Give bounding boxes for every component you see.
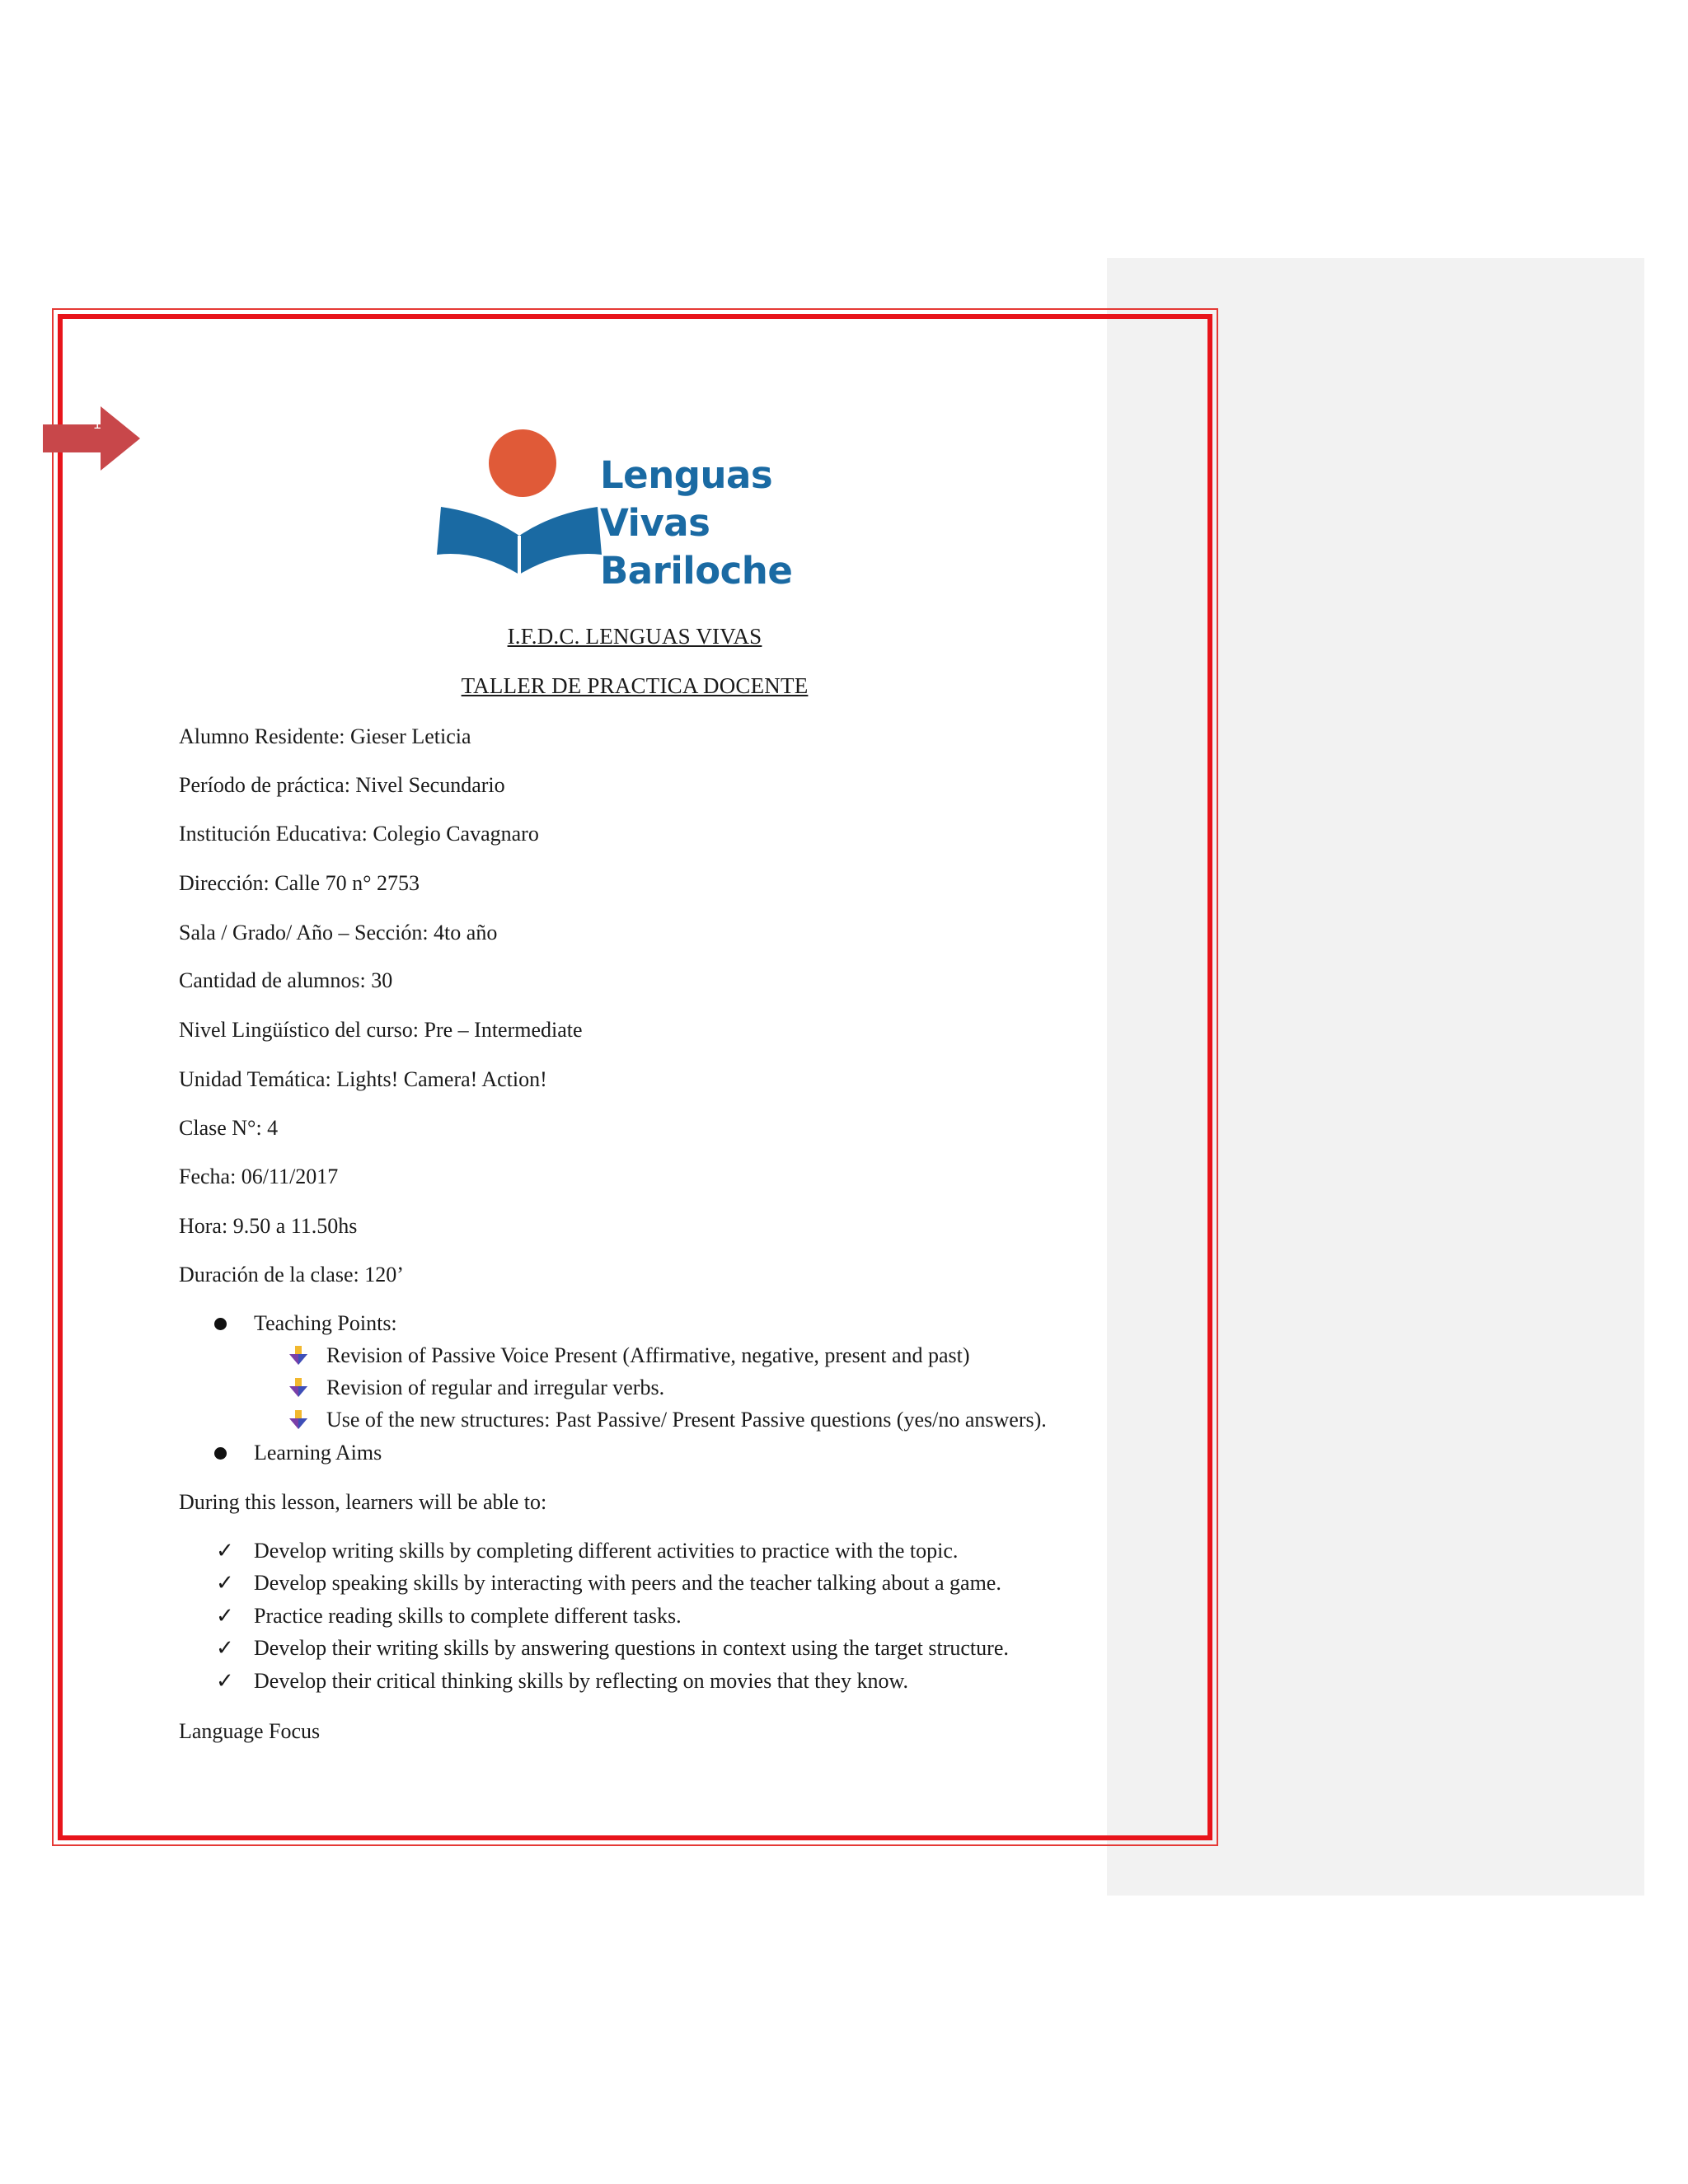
field-level: Nivel Lingüístico del curso: Pre – Intermediate [179,1018,583,1042]
field-institution: Institución Educativa: Colegio Cavagnaro [179,822,539,846]
field-student-count: Cantidad de alumnos: 30 [179,968,393,992]
logo-text [600,452,847,595]
field-class-number: Clase N°: 4 [179,1116,279,1140]
page-number: 1 [93,416,101,432]
logo-line-1: Lenguas Vivas [600,453,773,545]
checkmark-icon: ✓ [216,1539,234,1563]
field-student: Alumno Residente: Gieser Leticia [179,724,471,748]
workshop-heading: TALLER DE PRACTICA DOCENTE [461,673,809,698]
field-date: Fecha: 06/11/2017 [179,1165,339,1188]
checkmark-icon: ✓ [216,1669,234,1694]
learning-aims-label: Learning Aims [254,1441,382,1465]
field-duration: Duración de la clase: 120’ [179,1263,404,1286]
field-period: Período de práctica: Nivel Secundario [179,773,505,797]
institution-heading: I.F.D.C. LENGUAS VIVAS [507,624,762,649]
down-arrow-icon [288,1410,308,1430]
field-grade: Sala / Grado/ Año – Sección: 4to año [179,921,498,944]
checkmark-icon: ✓ [216,1571,234,1596]
down-arrow-icon [288,1346,308,1366]
language-focus-heading: Language Focus [179,1719,321,1743]
logo-sun-icon [489,429,556,497]
checkmark-icon: ✓ [216,1636,234,1661]
filled-circle-icon [214,1447,227,1460]
down-arrow-icon [288,1378,308,1398]
field-unit: Unidad Temática: Lights! Camera! Action! [179,1067,547,1091]
field-address: Dirección: Calle 70 n° 2753 [179,871,420,895]
field-time: Hora: 9.50 a 11.50hs [179,1214,358,1238]
teaching-points-label: Teaching Points: [254,1311,397,1335]
filled-circle-icon [214,1318,227,1330]
learning-aims-intro: During this lesson, learners will be able to: [179,1490,547,1514]
checkmark-icon: ✓ [216,1604,234,1629]
logo-line-2: Bariloche [600,549,793,593]
